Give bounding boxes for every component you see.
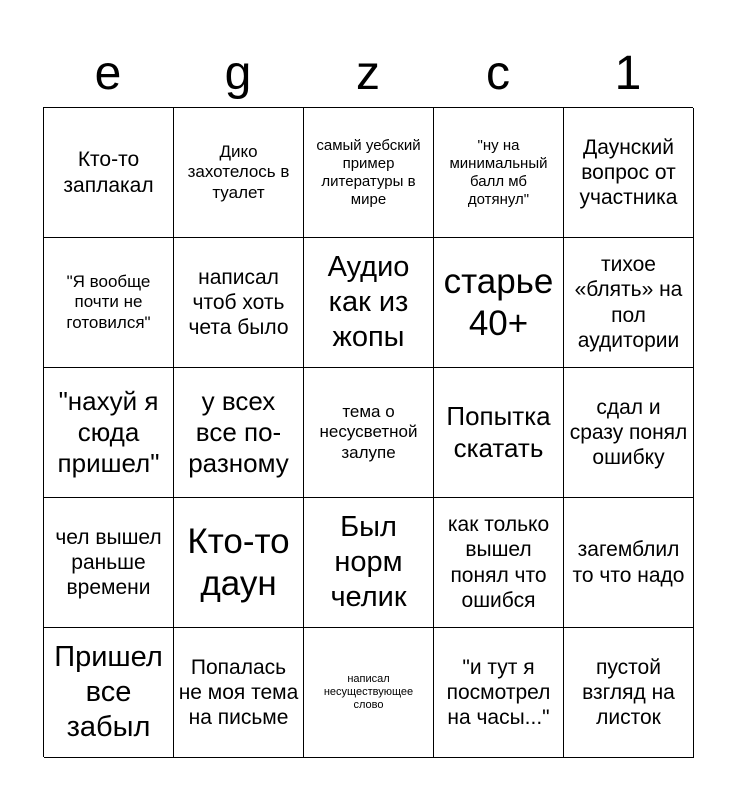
header-letter-4: c — [486, 47, 510, 100]
cell-text: Пришел все забыл — [54, 641, 163, 743]
bingo-cell[interactable] — [434, 628, 564, 758]
cell-text: Аудио как из жопы — [327, 251, 410, 353]
bingo-cell[interactable] — [44, 628, 174, 758]
bingo-cell[interactable] — [44, 238, 174, 368]
bingo-cell[interactable] — [44, 108, 174, 238]
bingo-cell[interactable] — [304, 108, 434, 238]
cell-text: Даунский вопрос от участника — [579, 135, 678, 210]
header-letter-1: e — [94, 47, 122, 100]
bingo-cell[interactable] — [304, 498, 434, 628]
bingo-cell[interactable] — [174, 108, 304, 238]
cell-text: как только вышел понял что ошибся — [447, 513, 550, 612]
cell-text: сдал и сразу понял ошибку — [569, 395, 688, 470]
header-letter-5: 1 — [614, 47, 642, 100]
cell-text: "ну на минимальный балл мб дотянул" — [449, 136, 548, 208]
cell-text: пустой взгляд на листок — [582, 655, 675, 730]
cell-text: написал несуществующее слово — [323, 672, 414, 712]
bingo-cell[interactable] — [174, 498, 304, 628]
cell-text: Дико захотелось в туалет — [187, 141, 290, 202]
cell-text: "и тут я посмотрел на часы..." — [446, 655, 551, 730]
bingo-cell[interactable] — [304, 628, 434, 758]
bingo-cell[interactable] — [564, 368, 694, 498]
bingo-cell[interactable] — [564, 108, 694, 238]
bingo-cell[interactable] — [174, 368, 304, 498]
bingo-cell[interactable] — [564, 628, 694, 758]
bingo-header — [43, 40, 693, 108]
bingo-cell[interactable] — [174, 238, 304, 368]
cell-text: у всех все по-разному — [188, 385, 289, 479]
bingo-cell[interactable] — [44, 368, 174, 498]
bingo-cell[interactable] — [304, 238, 434, 368]
header-letter-3: z — [356, 47, 380, 100]
cell-text: Попытка скатать — [446, 401, 551, 463]
cell-text: "Я вообще почти не готовился" — [66, 271, 151, 332]
cell-text: "нахуй я сюда пришел" — [57, 385, 160, 479]
cell-text: Кто-то заплакал — [63, 148, 154, 197]
cell-text: тихое «блять» на пол аудитории — [574, 253, 683, 352]
cell-text: написал чтоб хоть чета было — [188, 265, 289, 340]
cell-text: тема о несусветной залупе — [319, 401, 418, 462]
bingo-cell[interactable] — [434, 368, 564, 498]
cell-text: старье 40+ — [443, 261, 554, 343]
bingo-cell[interactable] — [44, 498, 174, 628]
bingo-cell[interactable] — [434, 108, 564, 238]
cell-text: Попалась не моя тема на письме — [178, 655, 299, 730]
bingo-cell[interactable] — [434, 238, 564, 368]
header-letter-2: g — [224, 47, 252, 100]
bingo-cell[interactable] — [434, 498, 564, 628]
bingo-cell[interactable] — [174, 628, 304, 758]
bingo-cell[interactable] — [564, 238, 694, 368]
bingo-cell[interactable] — [304, 368, 434, 498]
bingo-grid — [43, 107, 693, 757]
cell-text: загемблил то что надо — [572, 538, 685, 587]
bingo-cell[interactable] — [564, 498, 694, 628]
cell-text: самый уебский пример литературы в мире — [316, 136, 421, 208]
cell-text: чел вышел раньше времени — [55, 525, 162, 600]
cell-text: Был норм челик — [330, 511, 407, 613]
cell-text: Кто-то даун — [187, 521, 290, 603]
